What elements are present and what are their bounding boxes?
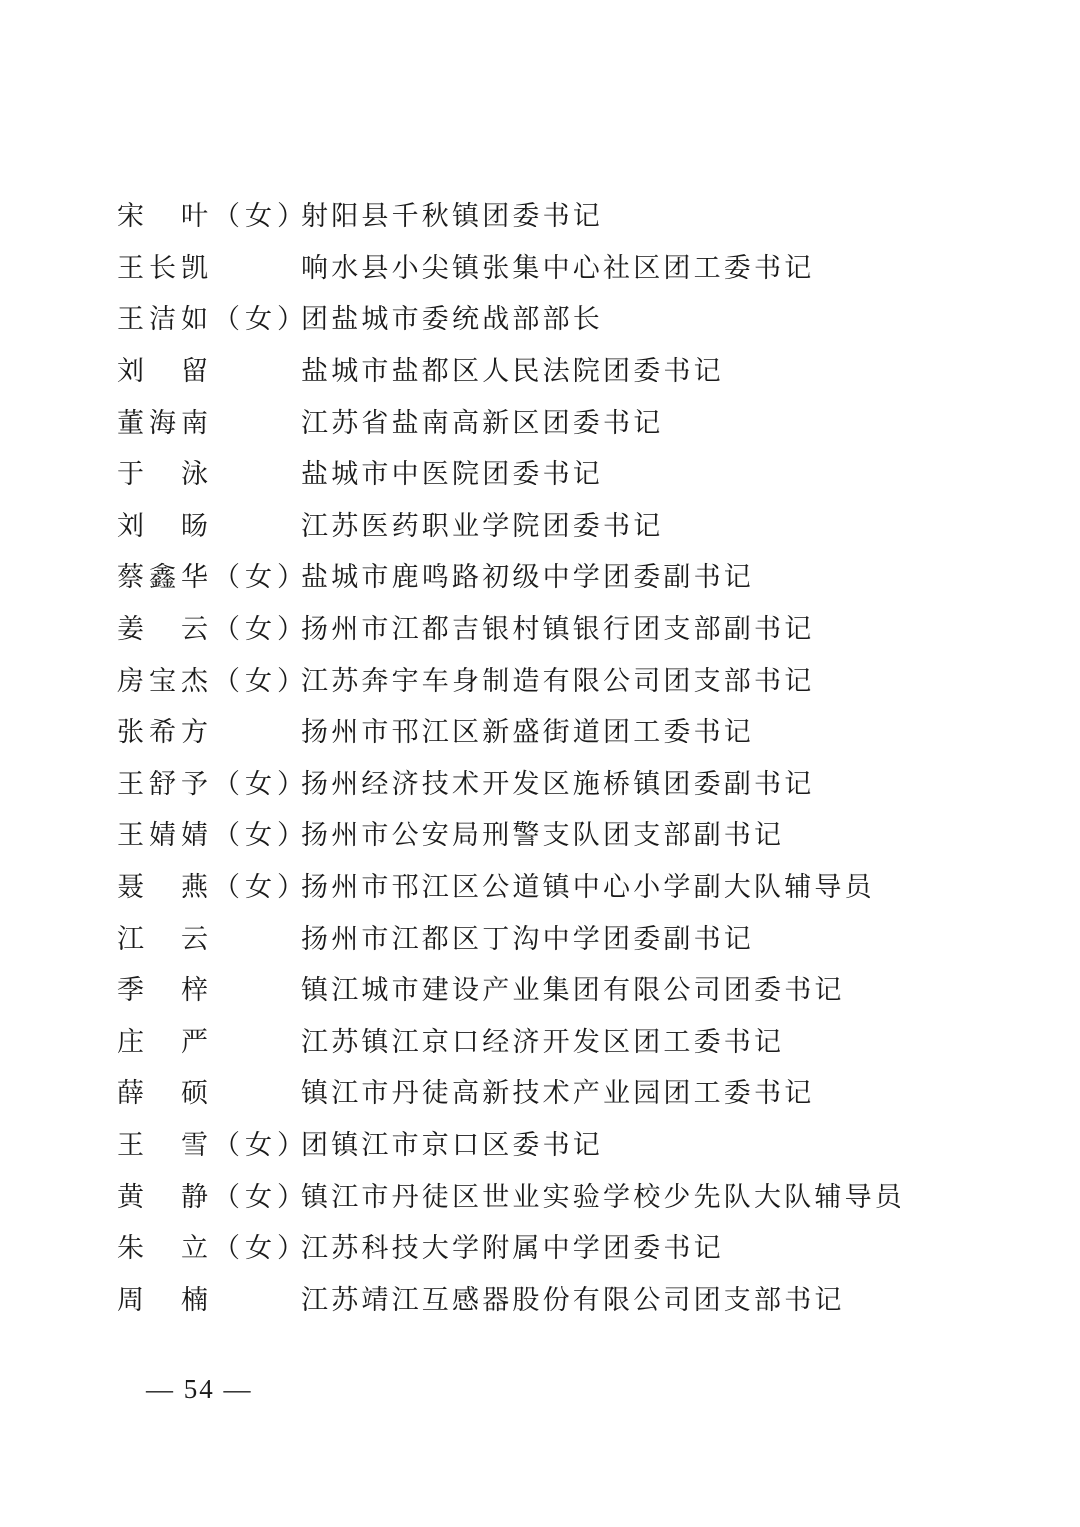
person-name: 王舒予（女） xyxy=(117,768,309,800)
person-name: 王长凯 xyxy=(117,252,213,284)
list-item xyxy=(117,446,997,498)
person-title: 扬州市邗江区新盛街道团工委书记 xyxy=(301,717,754,749)
person-name: 庄 严 xyxy=(117,1026,213,1058)
person-title: 扬州市江都区丁沟中学团委副书记 xyxy=(301,923,754,955)
person-title: 江苏科技大学附属中学团委书记 xyxy=(301,1233,724,1265)
list-item xyxy=(117,601,997,653)
person-title: 射阳县千秋镇团委书记 xyxy=(301,201,603,233)
list-item xyxy=(117,1014,997,1066)
person-name: 薛 硕 xyxy=(117,1078,213,1110)
list-item xyxy=(117,549,997,601)
person-title: 镇江城市建设产业集团有限公司团委书记 xyxy=(301,975,845,1007)
person-name: 房宝杰（女） xyxy=(117,665,309,697)
person-name: 刘 旸 xyxy=(117,510,213,542)
person-title: 盐城市鹿鸣路初级中学团委副书记 xyxy=(301,562,754,594)
person-title: 扬州经济技术开发区施桥镇团委副书记 xyxy=(301,768,815,800)
list-item xyxy=(117,652,997,704)
list-item xyxy=(117,807,997,859)
person-name: 宋 叶（女） xyxy=(117,201,309,233)
person-name: 王婧婧（女） xyxy=(117,820,309,852)
person-title: 江苏靖江互感器股份有限公司团支部书记 xyxy=(301,1284,845,1316)
list-item xyxy=(117,1220,997,1272)
list-item xyxy=(117,343,997,395)
list-item xyxy=(117,498,997,550)
honoree-list xyxy=(117,188,997,1323)
person-title: 扬州市江都吉银村镇银行团支部副书记 xyxy=(301,614,815,646)
person-title: 江苏镇江京口经济开发区团工委书记 xyxy=(301,1026,785,1058)
person-name: 王洁如（女） xyxy=(117,304,309,336)
person-name: 蔡鑫华（女） xyxy=(117,562,309,594)
person-name: 季 梓 xyxy=(117,975,213,1007)
person-title: 团盐城市委统战部部长 xyxy=(301,304,603,336)
list-item xyxy=(117,291,997,343)
list-item xyxy=(117,188,997,240)
person-title: 江苏省盐南高新区团委书记 xyxy=(301,407,664,439)
list-item xyxy=(117,1065,997,1117)
person-title: 扬州市公安局刑警支队团支部副书记 xyxy=(301,820,785,852)
person-title: 响水县小尖镇张集中心社区团工委书记 xyxy=(301,252,815,284)
list-item xyxy=(117,240,997,292)
list-item xyxy=(117,394,997,446)
person-title: 镇江市丹徒高新技术产业园团工委书记 xyxy=(301,1078,815,1110)
person-name: 周 楠 xyxy=(117,1284,213,1316)
person-title: 镇江市丹徒区世业实验学校少先队大队辅导员 xyxy=(301,1181,905,1213)
person-name: 朱 立（女） xyxy=(117,1233,309,1265)
list-item xyxy=(117,704,997,756)
list-item xyxy=(117,1168,997,1220)
list-item xyxy=(117,910,997,962)
person-name: 于 泳 xyxy=(117,459,213,491)
page-number: — 54 — xyxy=(146,1374,253,1404)
person-title: 江苏奔宇车身制造有限公司团支部书记 xyxy=(301,665,815,697)
person-name: 董海南 xyxy=(117,407,213,439)
person-name: 王 雪（女） xyxy=(117,1129,309,1161)
list-item xyxy=(117,1271,997,1323)
person-title: 盐城市盐都区人民法院团委书记 xyxy=(301,356,724,388)
person-title: 团镇江市京口区委书记 xyxy=(301,1129,603,1161)
person-name: 刘 留 xyxy=(117,356,213,388)
list-item xyxy=(117,859,997,911)
person-title: 盐城市中医院团委书记 xyxy=(301,459,603,491)
person-name: 张希方 xyxy=(117,717,213,749)
list-item xyxy=(117,756,997,808)
person-name: 姜 云（女） xyxy=(117,614,309,646)
list-item xyxy=(117,962,997,1014)
person-name: 聂 燕（女） xyxy=(117,872,309,904)
person-name: 江 云 xyxy=(117,923,213,955)
person-title: 江苏医药职业学院团委书记 xyxy=(301,510,664,542)
list-item xyxy=(117,1117,997,1169)
person-title: 扬州市邗江区公道镇中心小学副大队辅导员 xyxy=(301,872,875,904)
person-name: 黄 静（女） xyxy=(117,1181,309,1213)
